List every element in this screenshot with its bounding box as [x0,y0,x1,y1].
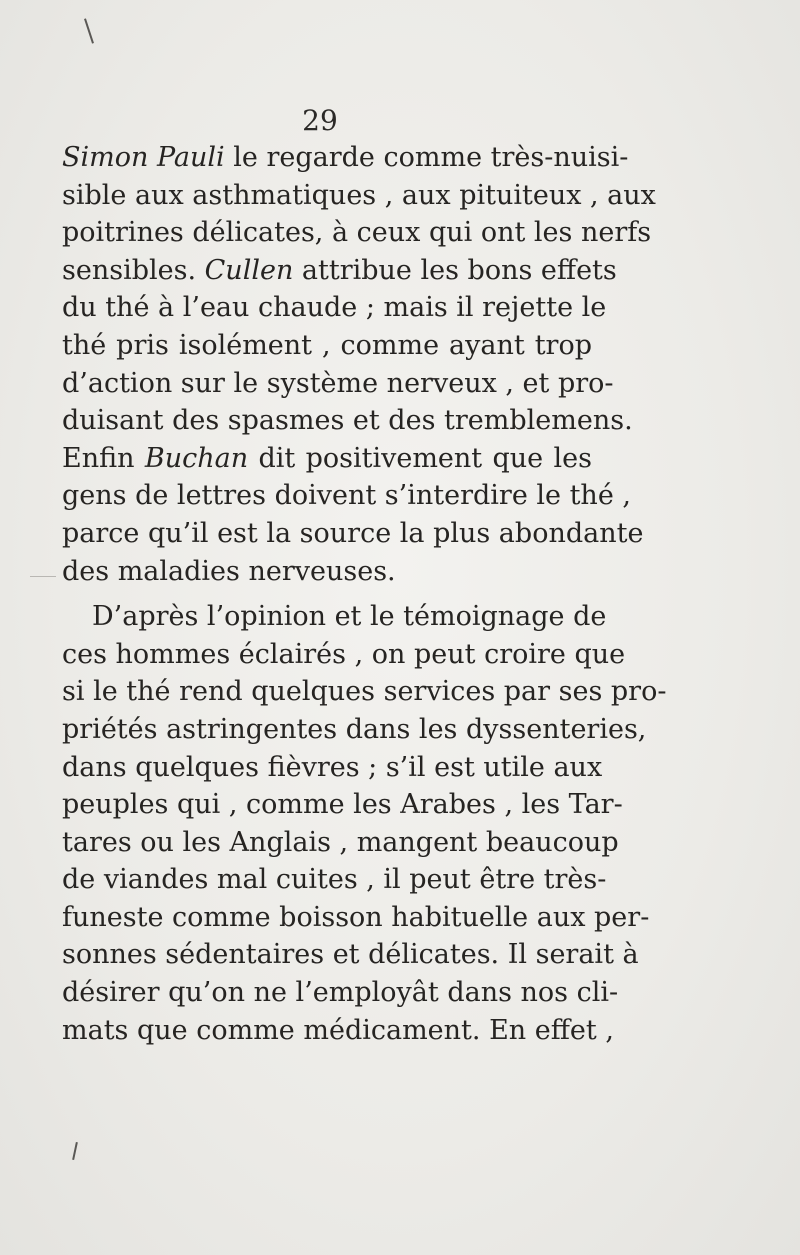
text-line: D’après l’opinion et le témoignage de [92,601,607,633]
text-line: des maladies nerveuses. [62,555,396,587]
body-text [62,139,667,1049]
text-line: si le thé rend quelques services par ses pro- [62,676,667,708]
text-line: peuples qui , comme les Arabes , les Tar- [62,789,623,821]
text-line: poitrines délicates, à ceux qui ont les nerfs [62,217,652,249]
text-line: mats que comme médicament. En effet , [62,1014,614,1046]
text-line: gens de lettres doivent s’interdire le thé , [62,480,631,512]
text-line: du thé à l’eau chaude ; mais il rejette le [62,292,607,324]
ink-mark-bottom [72,1142,78,1160]
ink-mark-top [84,18,94,43]
page-number: 29 [302,104,338,137]
text-line: sible aux asthmatiques , aux pituiteux , aux [62,179,656,211]
text-line: ces hommes éclairés , on peut croire que [62,638,626,670]
text-line: Simon Pauli le regarde comme très-nuisi- [62,142,629,173]
text-line: désirer qu’on ne l’employât dans nos cli- [62,977,619,1009]
text-line: tares ou les Anglais , mangent beaucoup [62,826,619,858]
ink-mark-left [30,576,56,577]
text-line: dans quelques fièvres ; s’il est utile aux [62,751,603,783]
paragraph-break [62,590,592,598]
text-line: de viandes mal cuites , il peut être très- [62,864,607,896]
text-line: priétés astringentes dans les dyssenteries, [62,713,647,745]
text-line: duisant des spasmes et des tremblemens. [62,405,633,437]
text-line: sensibles. Cullen attribue les bons effets [62,254,617,286]
text-line: d’action sur le système nerveux , et pro- [62,367,614,399]
text-line: funeste comme boisson habituelle aux per- [62,901,650,933]
text-line: thé pris isolément , comme ayant trop [62,329,592,361]
text-line: sonnes sédentaires et délicates. Il serait à [62,939,639,971]
text-line: parce qu’il est la source la plus abondante [62,517,644,549]
text-line: Enfin Buchan dit positivement que les [62,442,592,474]
